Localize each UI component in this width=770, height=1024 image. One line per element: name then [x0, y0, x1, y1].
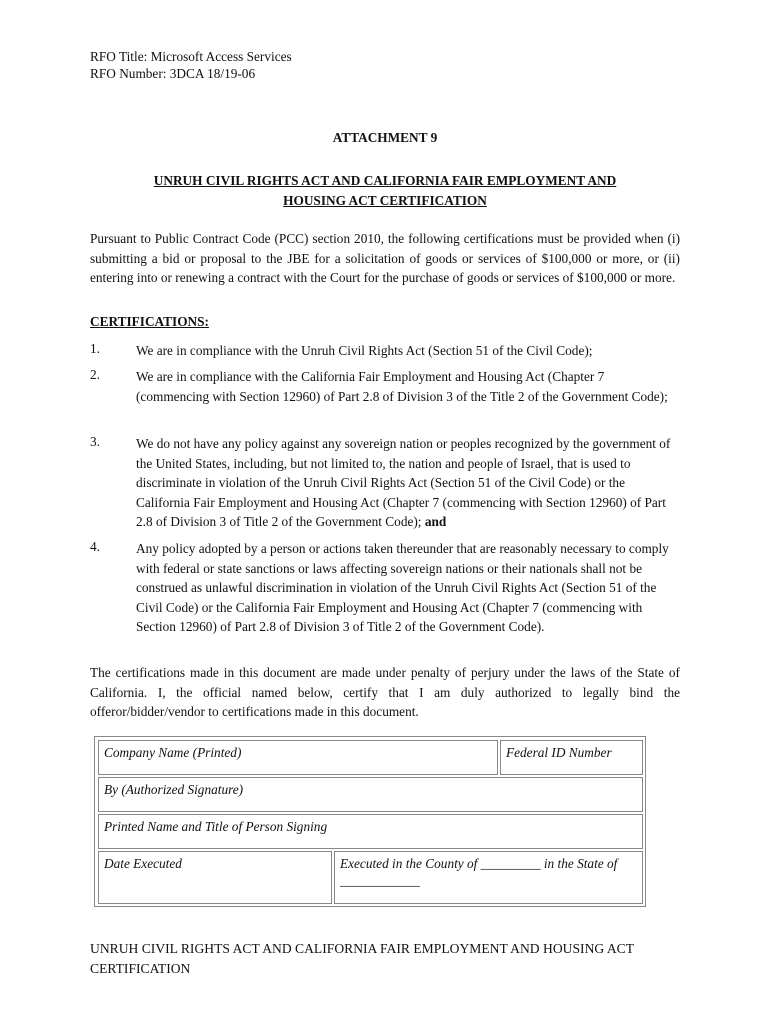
certification-text: Any policy adopted by a person or actions taken thereunder that are reasonably necessary to comply with federal or state sanctions or laws affecting sovereign nations or their nationals shall not be construed as unlawful discrimination in violation of the Unruh Civil Rights Act (Section 51 of the Civil Code) or the California Fair Employment and Housing Act (Chapter 7 (commencing with Section 12960) of Part 2.8 of Division 3 of Title 2 of the Government Code). — [136, 541, 669, 634]
certification-text: We are in compliance with the Unruh Civil Rights Act (Section 51 of the Civil Code); — [136, 343, 593, 358]
footer-title: UNRUH CIVIL RIGHTS ACT AND CALIFORNIA FAIR EMPLOYMENT AND HOUSING ACT CERTIFICATION — [90, 941, 634, 976]
penalty-paragraph: The certifications made in this document are made under penalty of perjury under the laws of the State of California. I, the official named below, certify that I am duly authorized to legally bind the offeror/bidder/vendor to certifications made in this document. — [90, 665, 680, 719]
certification-text: We are in compliance with the California Fair Employment and Housing Act (Chapter 7 (commencing with Section 12960) of Part 2.8 of Division 3 of the Title 2 of the Government Code); — [136, 369, 668, 404]
company-name-field[interactable] — [98, 740, 498, 775]
certification-number: 2. — [90, 367, 100, 382]
printed-name-title-label: Printed Name and Title of Person Signing — [104, 819, 328, 834]
certification-number: 1. — [90, 341, 100, 356]
signature-form-table — [94, 736, 646, 907]
company-name-label: Company Name (Printed) — [104, 745, 242, 760]
rfo-header — [90, 48, 292, 82]
document-title-line-2: HOUSING ACT CERTIFICATION — [283, 193, 487, 208]
certification-text-body: We do not have any policy against any sovereign nation or peoples recognized by the government of the United States, including, but not limited to, the nation and people of Israel, that is used to discriminate in violation of the Unruh Civil Rights Act (Section 51 of the Civil Code) or the California Fair Employment and Housing Act (Chapter 7 (commencing with Section 12960) of Part 2.8 of Division 3 of Title 2 of the Government Code); — [136, 436, 671, 529]
federal-id-field[interactable] — [500, 740, 643, 775]
authorized-signature-field[interactable] — [98, 777, 643, 812]
intro-paragraph: Pursuant to Public Contract Code (PCC) section 2010, the following certifications must be provided when (i) submitting a bid or proposal to the JBE for a solicitation of goods or services of $100,000 or more, or (ii) entering into or renewing a contract with the Court for the purchase of goods or services of $100,000 or more. — [90, 231, 680, 285]
printed-name-title-field[interactable] — [98, 814, 643, 849]
certification-text-and: and — [421, 514, 447, 529]
date-executed-field[interactable] — [98, 851, 332, 904]
certification-number: 4. — [90, 539, 100, 554]
date-executed-label: Date Executed — [104, 856, 182, 871]
certifications-heading: CERTIFICATIONS: — [90, 314, 209, 329]
authorized-signature-label: By (Authorized Signature) — [104, 782, 244, 797]
document-title-line-1: UNRUH CIVIL RIGHTS ACT AND CALIFORNIA FAIR EMPLOYMENT AND — [153, 173, 617, 188]
document-title — [90, 171, 680, 211]
certification-text — [136, 434, 679, 532]
executed-county-state-field[interactable] — [334, 851, 643, 904]
attachment-heading: ATTACHMENT 9 — [332, 130, 438, 145]
rfo-title: RFO Title: Microsoft Access Services — [90, 49, 292, 64]
rfo-number: RFO Number: 3DCA 18/19-06 — [90, 66, 256, 81]
federal-id-label: Federal ID Number — [506, 745, 612, 760]
certification-number: 3. — [90, 434, 100, 449]
executed-county-state-label: Executed in the County of _________ in the State of ____________ — [340, 856, 618, 888]
